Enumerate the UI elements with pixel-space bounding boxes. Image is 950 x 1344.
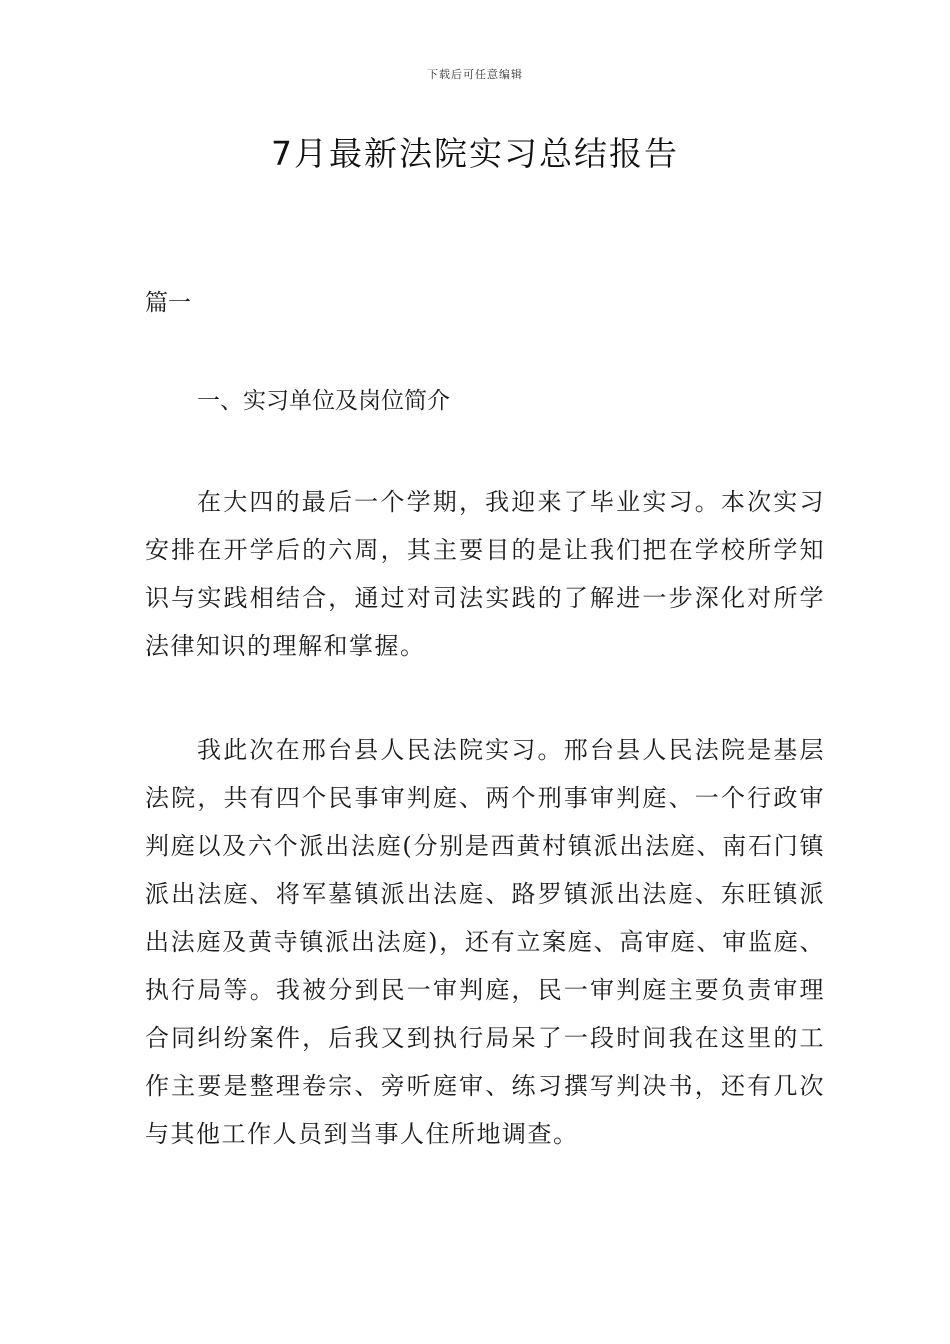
paragraph-2: 我此次在邢台县人民法院实习。邢台县人民法院是基层法院，共有四个民事审判庭、两个刑事审判庭、一个行政审判庭以及六个派出法庭(分别是西黄村镇派出法庭、南石门镇派出法庭、将军墓镇派出法庭、路罗镇派出法庭、东旺镇派出法庭及黄寺镇派出法庭)，还有立案庭、高审庭、审监庭、执行局等。我被分到民一审判庭，民一审判庭主要负责审理合同纠纷案件，后我又到执行局呆了一段时间我在这里的工作主要是整理卷宗、旁听庭审、练习撰写判决书，还有几次与其他工作人员到当事人住所地调查。 (145, 736, 825, 1148)
document-title: 7月最新法院实习总结报告 (271, 134, 679, 173)
sub-heading: 一、实习单位及岗位简介 (197, 388, 450, 414)
paragraph-1: 在大四的最后一个学期，我迎来了毕业实习。本次实习安排在开学后的六周，其主要目的是让我们把在学校所学知识与实践相结合，通过对司法实践的了解进一步深化对所学法律知识的理解和掌握。 (145, 488, 825, 660)
section-label: 篇一 (145, 290, 191, 316)
header-note: 下载后可任意编辑 (427, 68, 523, 81)
